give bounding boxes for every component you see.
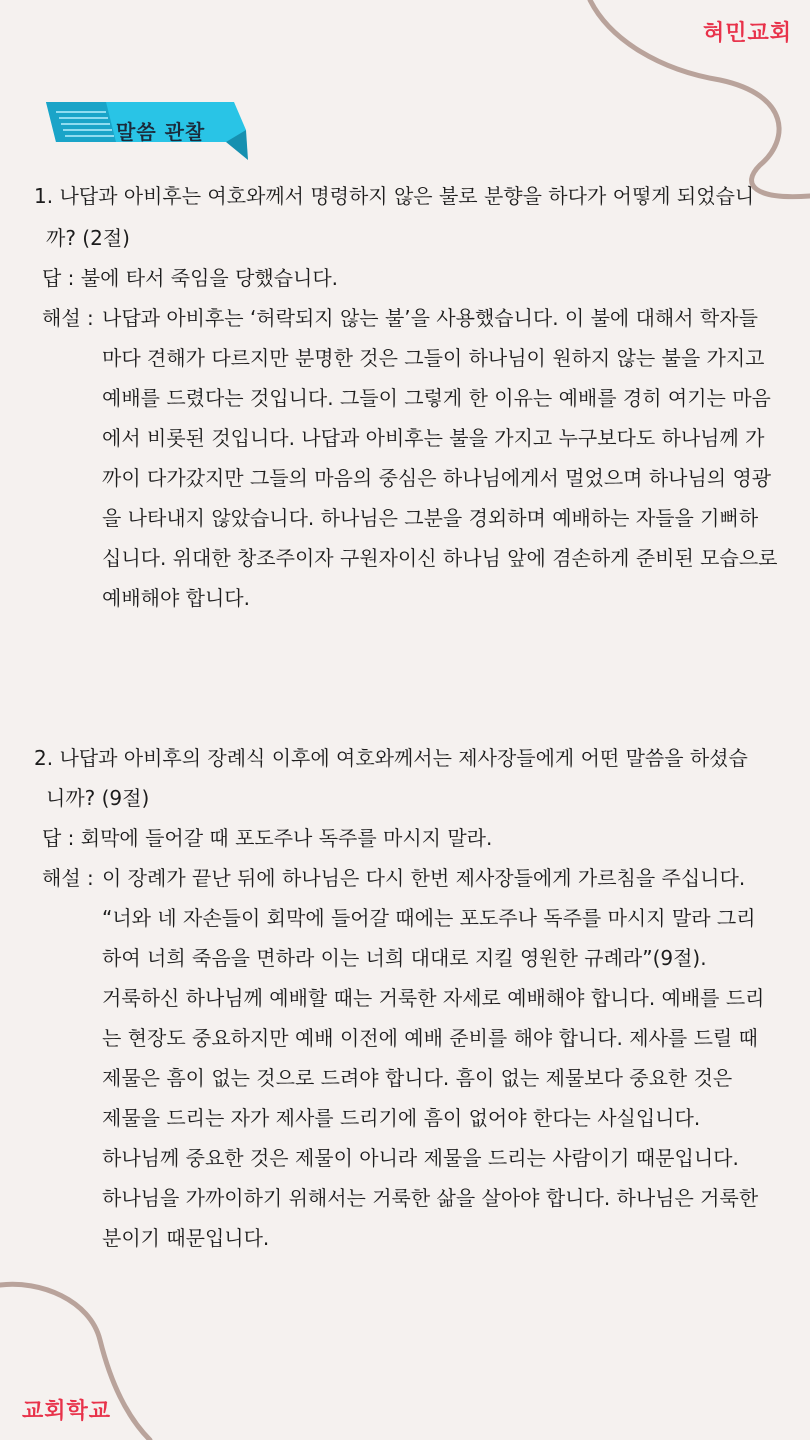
answer-text: 답 : 불에 타서 죽임을 당했습니다. <box>42 266 339 290</box>
explanation-line: 는 현장도 중요하지만 예배 이전에 예배 준비를 해야 합니다. 제사를 드릴 때 <box>102 1026 758 1050</box>
question-line: 까? (2절) <box>46 226 130 250</box>
explanation-label: 해설 : <box>42 306 94 330</box>
explanation-line: 에서 비롯된 것입니다. 나답과 아비후는 불을 가지고 누구보다도 하나님께 가 <box>102 426 765 450</box>
explanation-line: 예배를 드렸다는 것입니다. 그들이 그렇게 한 이유는 예배를 경히 여기는 마음 <box>102 386 771 410</box>
explanation-line: 하나님께 중요한 것은 제물이 아니라 제물을 드리는 사람이기 때문입니다. <box>102 1146 739 1170</box>
answer-text: 답 : 회막에 들어갈 때 포도주나 독주를 마시지 말라. <box>42 826 493 850</box>
question-line: 니까? (9절) <box>46 786 150 810</box>
section-banner <box>46 100 256 162</box>
section-title: 말씀 관찰 <box>116 120 206 144</box>
explanation-line: 십니다. 위대한 창조주이자 구원자이신 하나님 앞에 겸손하게 준비된 모습으로 <box>102 546 778 570</box>
explanation-line: 마다 견해가 다르지만 분명한 것은 그들이 하나님이 원하지 않는 불을 가지고 <box>102 346 765 370</box>
explanation-line: “너와 네 자손들이 회막에 들어갈 때에는 포도주나 독주를 마시지 말라 그리 <box>102 906 756 930</box>
explanation-line: 제물을 드리는 자가 제사를 드리기에 흠이 없어야 한다는 사실입니다. <box>102 1106 701 1130</box>
explanation-line: 하나님을 가까이하기 위해서는 거룩한 삶을 살아야 합니다. 하나님은 거룩한 <box>102 1186 759 1210</box>
explanation-line: 분이기 때문입니다. <box>102 1226 270 1250</box>
explanation-line: 제물은 흠이 없는 것으로 드려야 합니다. 흠이 없는 제물보다 중요한 것은 <box>102 1066 733 1090</box>
explanation-line: 이 장례가 끝난 뒤에 하나님은 다시 한번 제사장들에게 가르침을 주십니다. <box>102 866 746 890</box>
explanation-line: 거룩하신 하나님께 예배할 때는 거룩한 자세로 예배해야 합니다. 예배를 드리 <box>102 986 765 1010</box>
explanation-line: 나답과 아비후는 ‘허락되지 않는 불’을 사용했습니다. 이 불에 대해서 학자들 <box>102 306 758 330</box>
explanation-label: 해설 : <box>42 866 94 890</box>
church-school-logo: 교회학교 <box>22 1399 112 1424</box>
explanation-line: 하여 너희 죽음을 면하라 이는 너희 대대로 지킬 영원한 규례라”(9절). <box>102 946 707 970</box>
explanation-line: 예배해야 합니다. <box>102 586 250 610</box>
church-brand-logo: 혀민교회 <box>702 21 792 46</box>
question-line: 2. 나답과 아비후의 장례식 이후에 여호와께서는 제사장들에게 어떤 말씀을 하셨습 <box>34 746 748 770</box>
explanation-line: 을 나타내지 않았습니다. 하나님은 그분을 경외하며 예배하는 자들을 기뻐하 <box>102 506 759 530</box>
question-line: 1. 나답과 아비후는 여호와께서 명령하지 않은 불로 분향을 하다가 어떻게 되었습니 <box>34 184 755 208</box>
explanation-line: 까이 다가갔지만 그들의 마음의 중심은 하나님에게서 멀었으며 하나님의 영광 <box>102 466 772 490</box>
